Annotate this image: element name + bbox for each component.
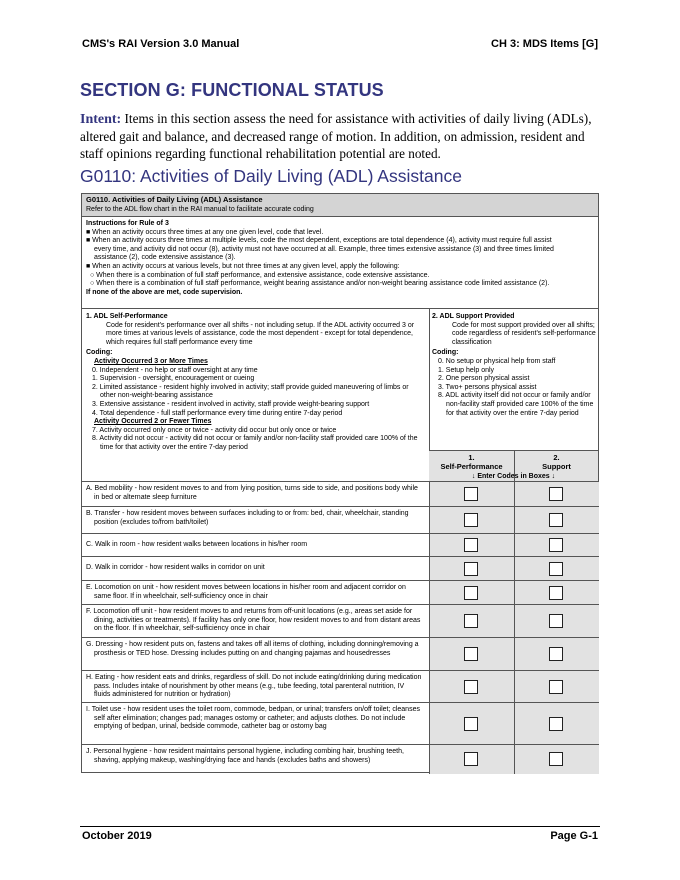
code-item: 0. Independent - no help or staff oversight at any time [92,366,258,374]
col1-group2: Activity Occurred 2 or Fewer Times [94,418,212,426]
col2-desc: Code for most support provided over all shifts; code regardless of resident's self-performance classification [452,321,596,346]
item-description: F. Locomotion off unit - how resident moves to and returns from off-unit locations (e.g., areas set aside for dining, activities or treatments). If facility has only one floor, how resident moves to and from distant areas on the floor. If in wheelchair, self-sufficiency once in chair [86,608,421,633]
footer-rule [80,826,600,827]
header-label: Self-Performance [440,462,503,471]
self-performance-cell [429,581,514,604]
item-description: C. Walk in room - how resident walks between locations in his/her room [86,541,308,548]
rule-line: ○ When there is a combination of full staff performance, weight bearing assistance and/or non-weight bearing assistance code limited assistance (2). [90,280,550,288]
rules-heading: Instructions for Rule of 3 [86,220,169,227]
table-row [82,703,598,745]
header-chapter: CH 3: MDS Items [G] [491,38,598,50]
rule-line: ■ When an activity occurs three times at any one given level, code that level. [86,228,324,236]
rule-line: ○ When there is a combination of full staff performance, and extensive assistance, code extensive assistance. [90,271,430,279]
support-code-box[interactable] [549,647,563,661]
section-title: SECTION G: FUNCTIONAL STATUS [80,80,384,100]
footer-page-number: Page G-1 [550,830,598,842]
support-cell [514,507,599,533]
rule-line: If none of the above are met, code supervision. [86,288,243,296]
col1-group1: Activity Occurred 3 or More Times [94,357,208,365]
table-row [82,482,598,507]
table-row [82,745,598,774]
self-performance-code-box[interactable] [464,614,478,628]
support-cell [514,745,599,774]
support-cell [514,605,599,637]
self-performance-cell [429,605,514,637]
support-code-box[interactable] [549,717,563,731]
support-header [514,453,599,471]
item-description: A. Bed mobility - how resident moves to and from lying position, turns side to side, and positions body while in bed or alternate sleep furniture [86,485,418,501]
self-performance-cell [429,703,514,744]
code-column-headers [429,450,598,481]
support-code-box[interactable] [549,680,563,694]
support-code-box[interactable] [549,513,563,527]
item-description: H. Eating - how resident eats and drinks, regardless of skill. Do not include eating/drinking during medication pass. Includes intake of nourishment by other means (e.g., tube feeding, total parenteral nutrition, IV fluids administered for nutrition or hydration) [86,674,422,699]
support-code-box[interactable] [549,614,563,628]
self-performance-code-box[interactable] [464,538,478,552]
self-performance-code-box[interactable] [464,513,478,527]
code-item: 2. Limited assistance - resident highly involved in activity; staff provide guided maneuvering of limbs or other non-weight-bearing assistance [92,383,409,400]
code-item: 1. Setup help only [438,366,495,374]
col2-coding-label: Coding: [432,349,459,357]
support-cell [514,671,599,702]
col1-desc: Code for resident's performance over all shifts - not including setup. If the ADL activity occurred 3 or more times at various levels of assistance, code the most dependent - except for total dependence, which requires full staff performance every time [106,321,415,346]
intent-label: Intent: [80,112,122,127]
subsection-title: G0110: Activities of Daily Living (ADL) Assistance [80,166,462,186]
self-performance-header [429,453,514,471]
table-row [82,581,598,605]
table-row [82,507,598,534]
code-item: 3. Extensive assistance - resident involved in activity, staff provide weight-bearing support [92,400,370,408]
rule-line: ■ When an activity occurs at various levels, but not three times at any given level, apply the following: [86,262,400,270]
support-cell [514,703,599,744]
self-performance-code-box[interactable] [464,562,478,576]
support-cell [514,482,599,506]
header-label: Support [542,462,571,471]
table-row [82,638,598,671]
self-performance-cell [429,534,514,556]
self-performance-code-box[interactable] [464,647,478,661]
item-description: I. Toilet use - how resident uses the toilet room, commode, bedpan, or urinal; transfers on/off toilet; cleanses self after elimination; changes pad; manages ostomy or catheter; and adjusts clothes. Do not include emptying of bedpan, urinal, bedside commode, catheter bag or ostomy bag [86,706,420,731]
self-performance-cell [429,638,514,670]
col1-coding-label: Coding: [86,349,113,357]
coding-instructions [82,309,598,482]
footer-date: October 2019 [82,830,152,842]
code-item: 0. No setup or physical help from staff [438,357,556,365]
code-item: 7. Activity occurred only once or twice - activity did occur but only once or twice [92,426,337,434]
support-cell [514,638,599,670]
form-subtitle: Refer to the ADL flow chart in the RAI manual to facilitate accurate coding [86,205,314,213]
support-cell [514,581,599,604]
self-performance-cell [429,671,514,702]
support-code-box[interactable] [549,586,563,600]
self-performance-cell [429,507,514,533]
self-performance-coding [86,313,426,453]
support-code-box[interactable] [549,562,563,576]
header-num: 1. [468,453,475,462]
support-coding [432,313,596,418]
self-performance-code-box[interactable] [464,487,478,501]
code-item: 1. Supervision - oversight, encouragement or cueing [92,375,255,383]
self-performance-cell [429,557,514,580]
code-item: 3. Two+ persons physical assist [438,383,537,391]
rule-line: assistance (2), code extensive assistance (3). [94,254,236,262]
item-description: D. Walk in corridor - how resident walks in corridor on unit [86,564,265,571]
col2-title: 2. ADL Support Provided [432,313,515,320]
rule-line: ■ When an activity occurs three times at multiple levels, code the most dependent, exceptions are total dependence (4), activity must require full assist [86,237,552,245]
item-description: J. Personal hygiene - how resident maintains personal hygiene, including combing hair, brushing teeth, shaving, applying makeup, washing/drying face and hands (excludes baths and showers) [86,748,404,764]
self-performance-code-box[interactable] [464,752,478,766]
self-performance-cell [429,482,514,506]
table-row [82,605,598,638]
support-code-box[interactable] [549,487,563,501]
code-item: 8. Activity did not occur - activity did not occur or family and/or non-facility staff provided care 100% of the time for that activity over the entire 7-day period [92,435,418,451]
item-description: B. Transfer - how resident moves between surfaces including to or from: bed, chair, wheelchair, standing position (excludes to/from bath/toilet) [86,510,409,526]
intent-text: Items in this section assess the need for assistance with activities of daily living (ADLs), altered gait and balance, and decreased range of motion. In addition, on admission, resident and staff opinions regarding functional rehabilitation potential are noted. [80,111,592,161]
table-row [82,671,598,703]
item-description: G. Dressing - how resident puts on, fastens and takes off all items of clothing, including donning/removing a prosthesis or TED hose. Dressing includes putting on and changing pajamas and housedresses [86,641,419,657]
form-title: G0110. Activities of Daily Living (ADL) Assistance [86,195,263,204]
self-performance-code-box[interactable] [464,586,478,600]
g0110-form [81,193,599,773]
rule-line: every time, and activity did not occur (8), activity must not have occurred at all. Example, three times extensive assistance (3) and three times limited [94,245,554,253]
form-header [82,194,598,217]
support-cell [514,557,599,580]
col1-title: 1. ADL Self-Performance [86,313,168,320]
adl-item-rows [82,482,598,772]
self-performance-code-box[interactable] [464,680,478,694]
code-item: 4. Total dependence - full staff performance every time during entire 7-day period [92,409,343,417]
item-description: E. Locomotion on unit - how resident moves between locations in his/her room and adjacent corridor on same floor. If in wheelchair, self-sufficiency once in chair [86,584,406,600]
support-code-box[interactable] [549,538,563,552]
table-row [82,534,598,557]
self-performance-code-box[interactable] [464,717,478,731]
header-num: 2. [553,453,560,462]
intent-paragraph [80,110,600,162]
enter-codes-label: ↓ Enter Codes in Boxes ↓ [471,473,556,480]
support-code-box[interactable] [549,752,563,766]
self-performance-cell [429,745,514,774]
code-item: 2. One person physical assist [438,375,530,383]
header-manual-title: CMS's RAI Version 3.0 Manual [82,38,240,50]
table-row [82,557,598,581]
code-item: 8. ADL activity itself did not occur or family and/or non-facility staff provided care 100% of the time for that activity over the entire 7-day period [438,392,594,417]
support-cell [514,534,599,556]
rule-of-3-instructions [82,217,598,309]
